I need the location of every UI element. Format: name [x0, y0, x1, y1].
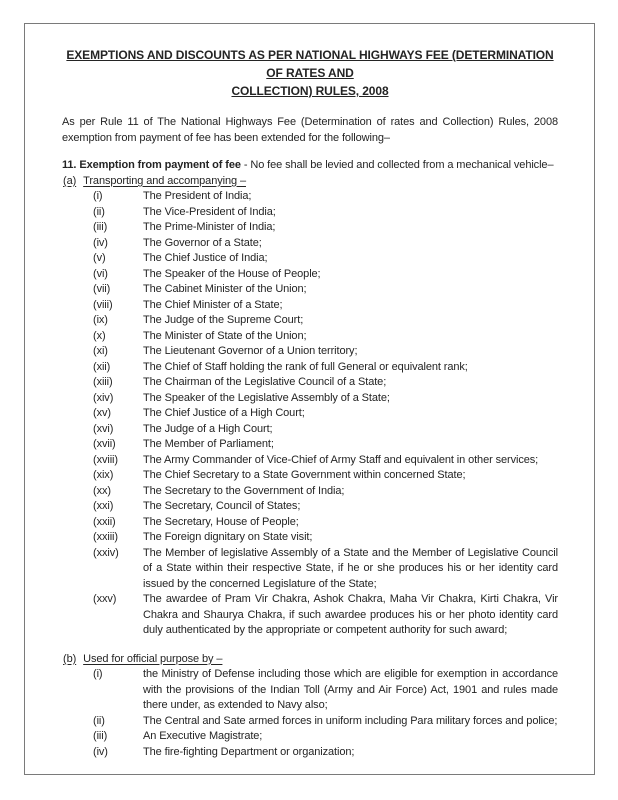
- list-item-text: The President of India;: [143, 190, 252, 202]
- list-item-number: (vi): [93, 267, 108, 280]
- list-item-number: (xiv): [93, 391, 114, 404]
- list-item-number: (vii): [93, 283, 111, 295]
- list-item: [62, 453, 558, 469]
- list-item-text: The Secretary to the Government of India;: [143, 484, 345, 497]
- list-item: [62, 220, 558, 236]
- list-item-number: (xxiv): [93, 546, 119, 559]
- list-item-text: The fire-fighting Department or organization;: [143, 745, 355, 758]
- list-item-number: (v): [93, 252, 106, 264]
- list-item-number: (iv): [93, 236, 108, 249]
- list-item-text: The Chief of Staff holding the rank of full General or equivalent rank;: [143, 360, 468, 373]
- list-item: [62, 391, 558, 407]
- list-item-number: (xxiii): [93, 531, 118, 543]
- list-item-number: (xviii): [93, 453, 118, 466]
- list-item-text: The Chief Justice of a High Court;: [143, 407, 305, 419]
- list-item: [62, 360, 558, 376]
- list-item: [62, 298, 558, 314]
- subsection-heading-text: [63, 175, 246, 187]
- document-title: [62, 46, 558, 100]
- list-item: [62, 468, 558, 484]
- list-item-number: (xxii): [93, 515, 116, 528]
- rule-heading-rest: - No fee shall be levied and collected from a mechanical vehicle–: [243, 159, 554, 171]
- subsection-label: (b): [63, 652, 77, 665]
- list-item-number: (xiii): [93, 376, 113, 388]
- list-item-text: The Judge of a High Court;: [143, 422, 273, 435]
- subsection-heading: [63, 652, 558, 668]
- list-item-text: The Chief Justice of India;: [143, 252, 268, 264]
- list-item-text: The Army Commander of Vice-Chief of Army Staff and equivalent in other services;: [143, 453, 539, 466]
- list-item-number: (ii): [93, 714, 105, 727]
- rule-number: 11.: [62, 159, 77, 171]
- list-item: [62, 406, 558, 422]
- list-item-text: The Foreign dignitary on State visit;: [143, 531, 313, 543]
- list-item-text: The Speaker of the Legislative Assembly of a State;: [143, 391, 390, 404]
- list-item: [62, 714, 558, 730]
- list-item: [62, 484, 558, 500]
- list-item-number: (iv): [93, 745, 108, 758]
- document-title-line-2: COLLECTION) RULES, 2008: [231, 84, 389, 98]
- list-item: [62, 189, 558, 205]
- list-item: [62, 530, 558, 546]
- subsection-heading-text: [63, 653, 222, 665]
- list-item: [62, 667, 558, 714]
- list-item: [62, 745, 558, 761]
- subsection-title: Transporting and accompanying –: [83, 174, 246, 187]
- list-item-text: The Member of Parliament;: [143, 438, 274, 450]
- list-item: [62, 344, 558, 360]
- list-item-text: The Cabinet Minister of the Union;: [143, 283, 307, 295]
- list-item: [62, 282, 558, 298]
- list-item: [62, 422, 558, 438]
- list-item: [62, 499, 558, 515]
- list-item-text: The Lieutenant Governor of a Union territory;: [143, 345, 358, 357]
- list-item-number: (xi): [93, 345, 108, 357]
- list-item: [62, 375, 558, 391]
- list-item: [62, 313, 558, 329]
- list-item: [62, 592, 558, 639]
- list-item-text: The Secretary, House of People;: [143, 515, 299, 528]
- subsection-heading: [63, 174, 558, 190]
- list-item-number: (iii): [93, 221, 108, 233]
- rule-heading: [62, 158, 558, 174]
- list-item-number: (xii): [93, 360, 111, 373]
- list-item: [62, 267, 558, 283]
- list-item-text: The Chief Minister of a State;: [143, 298, 283, 311]
- document-page-frame: [24, 23, 595, 775]
- subsection: [62, 174, 558, 639]
- list-item-text: The Governor of a State;: [143, 236, 262, 249]
- subsection-items: [62, 667, 558, 760]
- list-item-number: (xx): [93, 484, 111, 497]
- subsection-title: Used for official purpose by –: [83, 652, 223, 665]
- list-item-text: The Speaker of the House of People;: [143, 267, 321, 280]
- list-item: [62, 437, 558, 453]
- list-item-text: The Minister of State of the Union;: [143, 329, 307, 342]
- list-item-number: (viii): [93, 298, 113, 311]
- list-item: [62, 329, 558, 345]
- subsection-label: (a): [63, 174, 77, 187]
- list-item-text: the Ministry of Defense including those which are eligible for exemption in accordance with the provisions of the Indian Toll (Army and Air Force) Act, 1901 and rules made there under, as extended to Navy also;: [143, 668, 558, 711]
- list-item-number: (ix): [93, 314, 108, 326]
- rule-title: Exemption from payment of fee: [79, 159, 241, 171]
- list-item-number: (xvii): [93, 438, 116, 450]
- list-item-text: The Judge of the Supreme Court;: [143, 314, 304, 326]
- list-item-number: (xxi): [93, 500, 114, 512]
- list-item-text: The Prime-Minister of India;: [143, 221, 276, 233]
- list-item-number: (x): [93, 329, 106, 342]
- subsections: [62, 174, 558, 761]
- list-item-number: (xix): [93, 469, 114, 481]
- list-item: [62, 205, 558, 221]
- list-item-number: (ii): [93, 205, 105, 218]
- subsection-items: [62, 189, 558, 639]
- subsection: [62, 652, 558, 761]
- list-item-number: (iii): [93, 730, 108, 742]
- list-item-text: The Chief Secretary to a State Government within concerned State;: [143, 469, 466, 481]
- list-item-number: (i): [93, 668, 103, 680]
- document-title-line-1: EXEMPTIONS AND DISCOUNTS AS PER NATIONAL HIGHWAYS FEE (DETERMINATION OF RATES AND: [66, 48, 554, 80]
- list-item-number: (xv): [93, 407, 111, 419]
- list-item: [62, 251, 558, 267]
- list-item-number: (i): [93, 190, 103, 202]
- list-item-text: The Member of legislative Assembly of a State and the Member of Legislative Council of a State within their respective State, if he or she produces his or her identity card issued by the concerned Legislature of the State;: [143, 546, 558, 590]
- list-item: [62, 515, 558, 531]
- intro-paragraph: As per Rule 11 of The National Highways Fee (Determination of rates and Collection) Rules, 2008 exemption from payment of fee has been extended for the following–: [62, 116, 558, 144]
- list-item-text: The Secretary, Council of States;: [143, 500, 301, 512]
- list-item-number: (xxv): [93, 593, 117, 605]
- list-item-text: An Executive Magistrate;: [143, 730, 263, 742]
- list-item: [62, 729, 558, 745]
- list-item-text: The Vice-President of India;: [143, 205, 276, 218]
- list-item-text: The Chairman of the Legislative Council of a State;: [143, 376, 387, 388]
- list-item-text: The awardee of Pram Vir Chakra, Ashok Chakra, Maha Vir Chakra, Kirti Chakra, Vir Chakra and Shaurya Chakra, if such awardee produces his or her photo identity card duly authenticated by the appropriate or competent authority for such award;: [143, 593, 558, 636]
- list-item: [62, 546, 558, 593]
- list-item-text: The Central and Sate armed forces in uniform including Para military forces and police;: [143, 714, 558, 727]
- list-item-number: (xvi): [93, 422, 114, 435]
- list-item: [62, 236, 558, 252]
